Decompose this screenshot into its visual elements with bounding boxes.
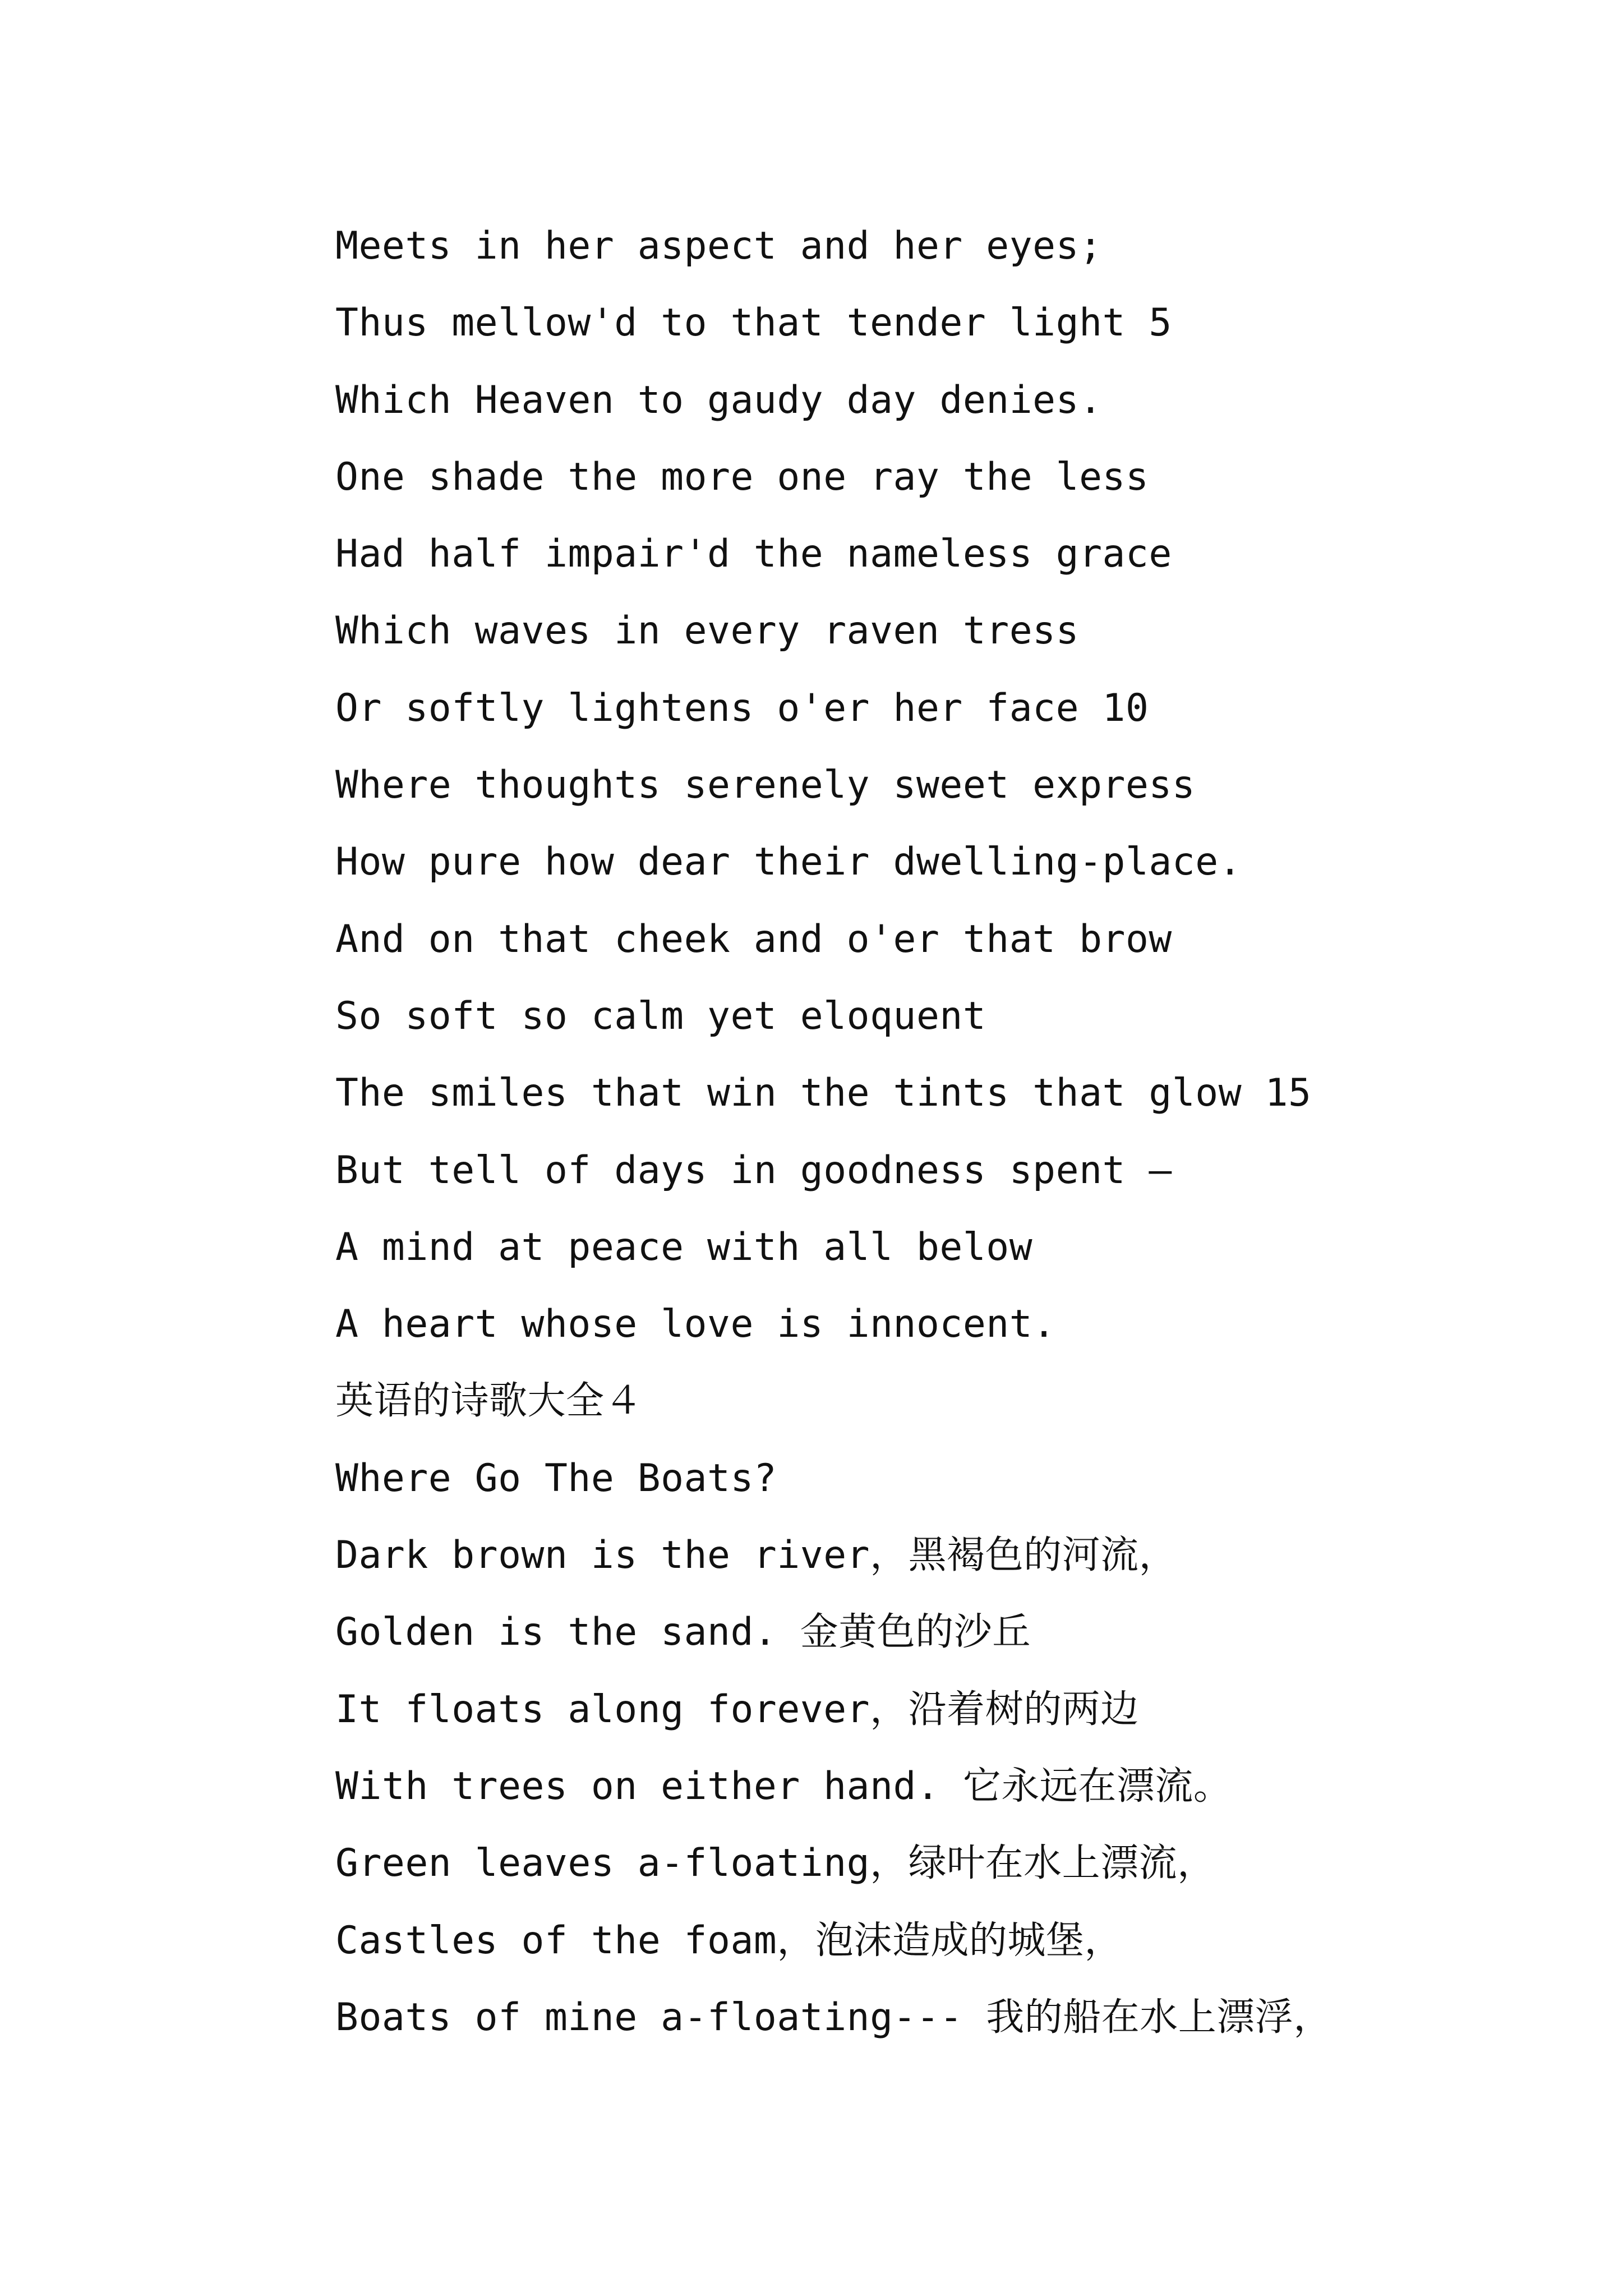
text-line: And on that cheek and o'er that brow [335,917,1172,961]
text-line: A mind at peace with all below [335,1225,1033,1269]
text-line: It floats along forever，沿着树的两边 [335,1687,1139,1732]
text-line: Golden is the sand. 金黄色的沙丘 [335,1610,1031,1655]
text-line: Boats of mine a-floating--- 我的船在水上漂浮， [335,1995,1332,2040]
text-line: How pure how dear their dwelling-place. [335,840,1242,885]
text-line: Dark brown is the river，黑褐色的河流， [335,1533,1178,1578]
poem-text [335,215,1569,2064]
section-heading: 英语的诗歌大全４ [335,1379,643,1424]
text-line: Where thoughts serenely sweet express [335,763,1196,808]
text-line: One shade the more one ray the less [335,454,1149,499]
text-line: Which waves in every raven tress [335,609,1080,654]
text-line: So soft so calm yet eloquent [335,993,986,1038]
text-line: But tell of days in goodness spent — [335,1148,1172,1193]
text-line: The smiles that win the tints that glow 15 [335,1071,1312,1116]
text-line: Had half impair'd the nameless grace [335,532,1172,577]
text-line: With trees on either hand. 它永远在漂流。 [335,1764,1232,1809]
text-line: Which Heaven to gaudy day denies. [335,378,1103,422]
text-line: Or softly lightens o'er her face 10 [335,685,1149,730]
text-line: Castles of the foam，泡沫造成的城堡， [335,1918,1123,1963]
text-line: Meets in her aspect and her eyes; [335,224,1103,268]
text-line: A heart whose love is innocent. [335,1302,1056,1347]
text-line: Thus mellow'd to that tender light 5 [335,301,1172,346]
poem-title: Where Go The Boats? [335,1456,777,1501]
text-line: Green leaves a-floating，绿叶在水上漂流， [335,1841,1216,1886]
